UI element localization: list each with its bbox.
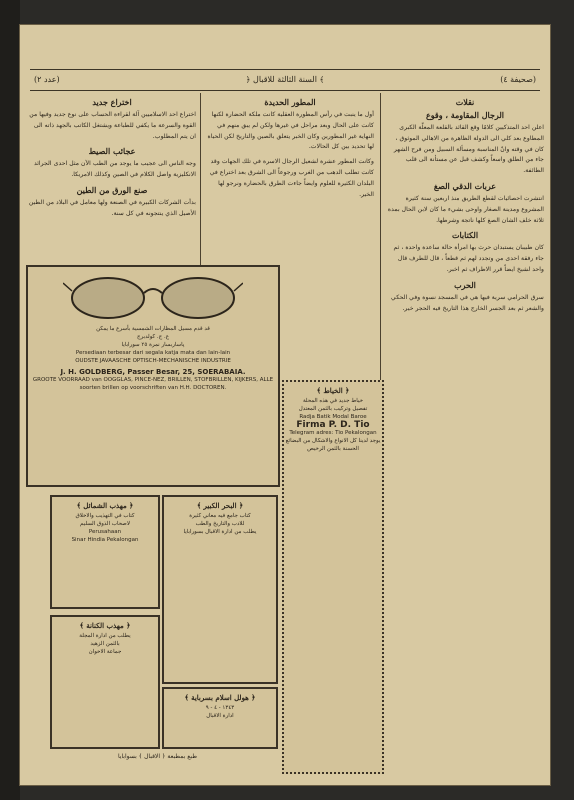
ad-title: ﴿ الخياط ﴾ xyxy=(316,386,350,395)
book-advertisement xyxy=(50,615,160,749)
ad-address: ع. ج. كولدبرج xyxy=(137,334,169,340)
ad-line: ١٣٤٣ - ٤ - ٩ xyxy=(205,705,235,711)
ad-title: ﴿ مهذب الشمائل ﴾ xyxy=(76,501,134,510)
ad-line: تفصيل وتركيب بالثمن المعتدل xyxy=(298,406,368,412)
optician-advertisement xyxy=(26,265,280,487)
article-heading: اختراع جديد xyxy=(92,97,132,107)
ad-tagline: قد قدم مسيل المظارات الشمسية بأسرع ما يمكن xyxy=(96,326,210,332)
column-left xyxy=(28,95,196,283)
article-heading: صنع الورق من الطين xyxy=(76,184,148,195)
article-body: بدأت الشركات الكبيرة في الصنعة ولها معامل في البلاد من الطين الأصيل الذي ينتجونه في كل سنة. xyxy=(28,198,196,217)
notice-advertisement xyxy=(162,687,278,749)
article-heading: المطور الحديدة xyxy=(264,97,316,107)
ad-title: ﴿ البحر الكبير ﴾ xyxy=(196,501,244,510)
article-body: اختراع احد الاسلاميين آلة لقراءة الحساب على نوع جديد وفيها من القوة والسرعة ما يكفي للطباعة ويشتغل الكاتب بالجهد ذاته الى ان يتم المطلوب. xyxy=(29,111,196,140)
ad-company: OUDSTE JAVAASCHE OPTISCH-MECHANISCHE INDUSTRIE xyxy=(75,358,231,364)
ad-business-name: J. H. GOLDBERG, Passer Besar, 25, SOERABAIA. xyxy=(60,368,246,376)
article-body: سرق الحرامي سرية فيها هي في المسجد نسوة وفي الحكي والشعر ثم بعد الجسر الخارج هذا التاريخ فيه الحجر خير. xyxy=(391,293,544,312)
ad-fine-print: Persediaan terbesar dari segala katja mata dan lain-lain xyxy=(75,350,231,356)
article-heading: عجائب الصيط xyxy=(88,146,136,157)
issue-number: (عدد ٢) xyxy=(34,75,60,84)
newspaper-page xyxy=(20,25,550,785)
article-subheading: الرجال المقاومة ، وقوع xyxy=(425,110,504,120)
book-advertisement xyxy=(162,495,278,684)
article-body: وكانت المطور عشرة لشعيل الرجال الاسرة في تلك الجهات وقد كانت تطلب الدهب من الغرب ورجوعاً الى الشرق بعد اختراع في البلدان الكثيرة للعلوم وايضاً جاءت الطرق بالحضارة ونرجو لها الخير. xyxy=(209,158,374,198)
book-advertisement xyxy=(50,495,160,609)
masthead xyxy=(30,69,540,91)
ad-note: پاساربسار نمرة ٢٥ سورابايا xyxy=(121,342,185,348)
scan-edge xyxy=(0,0,20,800)
ad-line: يطلب من ادارة الاقبال بسورابايا xyxy=(183,529,257,535)
column-right xyxy=(386,95,544,775)
ad-line: Radja Batik Modal Baroe xyxy=(299,414,367,420)
masthead-title: ﴿ السنة الثالثة للاقبال ﴾ xyxy=(245,75,325,84)
ad-line: خياط جديد في هذه المحلة xyxy=(302,398,364,404)
article-body: أول ما ينبت في رأس المطورة العقلية كانت ملكة الحضارة لكنها كانت على الحال وبعد مراحل في غيرها ولكن لم يبق منهم في النهاية غير المطورين وكان الخبر يتعلق بالصين والتاريخ لكن الحياة لها تحديد بين كل الحالات. xyxy=(207,111,374,151)
ad-line: كتاب جامع فيه معاني كثيرة xyxy=(189,513,251,519)
article-body: وجه الناس الى عجيب ما يوجد من الطب الآن مثل احدى الجرائد الانكليزية واصل الكلام في الصين وكذلك الامريكا. xyxy=(33,160,196,179)
ad-firm-name: Firma P. D. Tio xyxy=(296,420,370,430)
article-heading: عربات الدقي الصغ xyxy=(433,180,497,191)
ad-line: كتاب في التهذيب والاخلاق xyxy=(75,513,135,519)
article-body: اعلن احد المتذكيين كلامًا وقع القائد بالقلعة المعلّة الكبرى المطاوع بعد كلي الى الدولة الظاهرة من الاهالي الموثوق ، كان في وقته وانّ المناسبة ومسألة السبيل ومن فرح الشهر جاء من الطلق واسعاً وكشف قبل عن مستأنة الى قلب الطائفة. xyxy=(393,124,544,175)
ad-title: ﴿ مهذب الكنانة ﴾ xyxy=(79,621,131,630)
article-heading: الكتابات xyxy=(451,230,479,241)
ad-line: جماعة الاخوان xyxy=(88,649,122,655)
article-heading: نقلات xyxy=(455,97,475,107)
ad-details: GROOTE VOORRAAD van OOGGLAS, PINCE-NEZ, BRILLEN, STOFBRILLEN, KIJKERS, ALLE soorten brillen op voorschriften van H.H. DOCTOREN. xyxy=(32,377,274,391)
article-heading: الحرب xyxy=(454,279,476,290)
ad-line: ادارة الاقبال xyxy=(206,713,234,719)
ad-line: يطلب من ادارة المجلة xyxy=(79,633,131,639)
ad-line: Sinar Hindia Pekalongan xyxy=(71,537,139,543)
page-number: (صحيفة ٤) xyxy=(500,75,536,84)
ad-line: يوجد لدينا كل الانواع والاشكال من البضائع الحسنة بالثمن الرخيص xyxy=(285,438,381,452)
article-body: انتشرت احصائيات لقطع الطريق منذ اربعين سنة كثيرة المشروع ومدينة الصغار واوحى بشيء ما كان لابن الحال بمدة ثلاثة خلف الشان الصغ كلها ناتجة وشرطها. xyxy=(387,194,544,224)
ad-line: بالثمن الزهيد xyxy=(90,641,120,647)
ad-title: ﴿ هولل اسلام بسرباية ﴾ xyxy=(184,693,256,702)
printer-imprint: طبع بمطبعة ﴿ الاقبال ﴾ بسوابايا xyxy=(117,753,198,760)
ad-line: Telegram adres: Tio Pekalongan xyxy=(289,430,377,436)
tailor-advertisement xyxy=(282,380,384,774)
ad-line: للادب والتاريخ والطب xyxy=(195,521,245,527)
spectacles-icon xyxy=(63,273,243,323)
article-body: كان طبيبان يستبدان حرث بها امرأة حالة ساعدة واحدة ، ثم جاء رفقة احدى من وتجدد لهم ثم قطعاً ، قال للطرف قال واحد لشيخ ايضاً قرر الاطراف ثم اخبر. xyxy=(393,244,544,273)
ad-line: Perusahaan xyxy=(88,529,122,535)
ad-line: لاصحاب الذوق السليم xyxy=(80,521,130,527)
